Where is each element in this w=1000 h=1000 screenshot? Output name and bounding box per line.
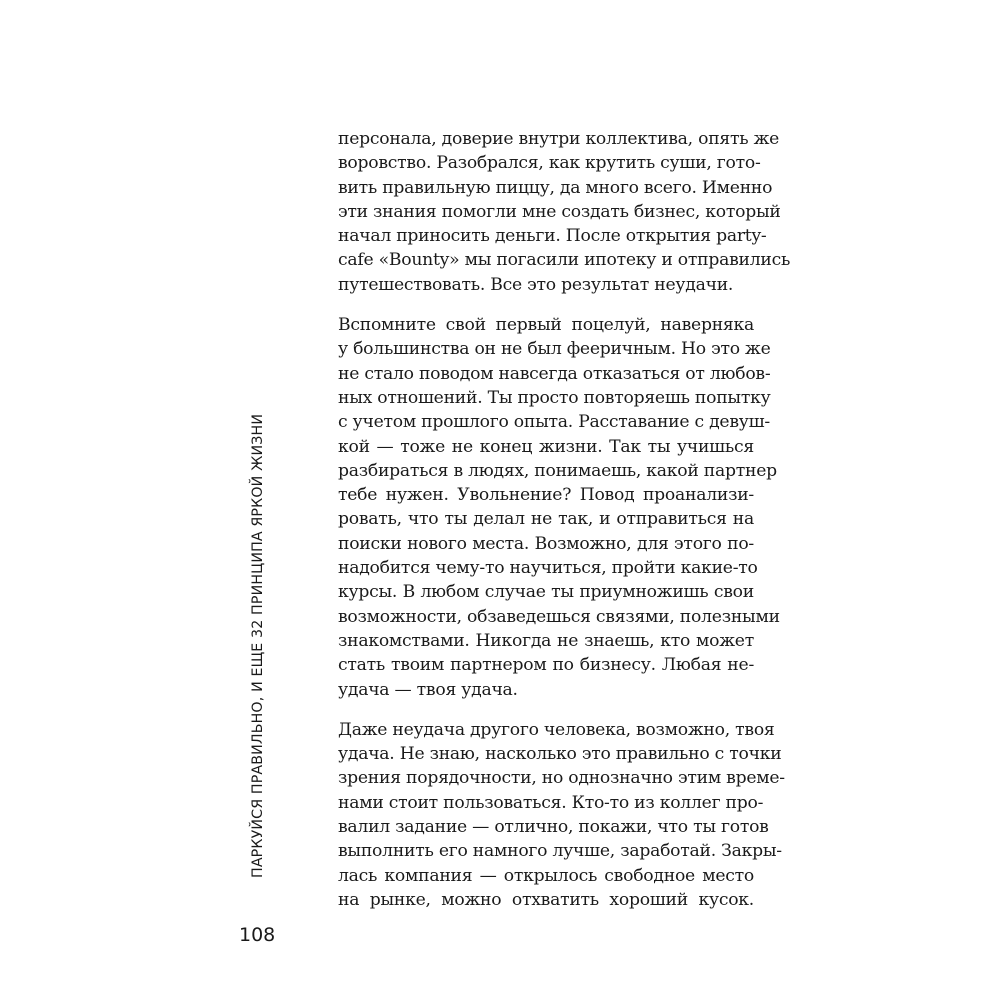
text-line: Даже неудача другого человека, возможно, твоя (338, 719, 775, 740)
text-line: у большинства он не был фееричным. Но это же (338, 339, 771, 360)
text-line: знакомствами. Никогда не знаешь, кто может (338, 630, 754, 651)
paragraph-2 (338, 313, 780, 702)
text-line: кой — тоже не конец жизни. Так ты учишься (338, 436, 754, 457)
text-line: возможности, обзаведешься связями, полезными (338, 606, 780, 627)
text-line: вить правильную пиццу, да много всего. Именно (338, 177, 773, 198)
text-line: ровать, что ты делал не так, и отправиться на (338, 509, 754, 530)
text-line: нами стоит пользоваться. Кто-то из коллег про- (338, 792, 764, 813)
text-line: ных отношений. Ты просто повторяешь попытку (338, 387, 771, 408)
text-line: зрения порядочности, но однозначно этим време- (338, 768, 785, 789)
text-line: стать твоим партнером по бизнесу. Любая не- (338, 655, 754, 676)
text-line: выполнить его намного лучше, заработай. Закры- (338, 841, 782, 862)
text-line: начал приносить деньги. После открытия party- (338, 226, 767, 247)
text-line: удача — твоя удача. (338, 679, 518, 700)
text-line: на рынке, можно отхватить хороший кусок. (338, 889, 754, 910)
page-number: 108 (239, 924, 276, 946)
text-line: валил задание — отлично, покажи, что ты готов (338, 817, 769, 838)
text-line: удача. Не знаю, насколько это правильно с точки (338, 744, 782, 765)
text-line: эти знания помогли мне создать бизнес, который (338, 201, 781, 222)
text-line: не стало поводом навсегда отказаться от любов- (338, 363, 771, 384)
body-text (338, 127, 791, 912)
text-line: тебе нужен. Увольнение? Повод проанализи- (338, 485, 754, 506)
text-line: разбираться в людях, понимаешь, какой партнер (338, 460, 777, 481)
text-line: путешествовать. Все это результат неудачи. (338, 274, 734, 295)
text-line: воровство. Разобрался, как крутить суши, гото- (338, 153, 761, 174)
paragraph-1 (338, 127, 791, 297)
text-line: поиски нового места. Возможно, для этого по- (338, 533, 754, 554)
text-line: лась компания — открылось свободное место (338, 865, 754, 886)
running-head: ПАРКУЙСЯ ПРАВИЛЬНО, И ЕЩЕ 32 ПРИНЦИПА ЯРКОЙ ЖИЗНИ (250, 413, 266, 878)
paragraph-3 (338, 718, 785, 912)
text-line: Вспомните свой первый поцелуй, наверняка (338, 315, 754, 336)
text-line: cafe «Bounty» мы погасили ипотеку и отправились (338, 250, 791, 271)
text-line: курсы. В любом случае ты приумножишь свои (338, 582, 754, 603)
text-line: персонала, доверие внутри коллектива, опять же (338, 129, 780, 149)
text-line: с учетом прошлого опыта. Расставание с девуш- (338, 412, 770, 433)
text-line: надобится чему-то научиться, пройти какие-то (338, 558, 758, 579)
